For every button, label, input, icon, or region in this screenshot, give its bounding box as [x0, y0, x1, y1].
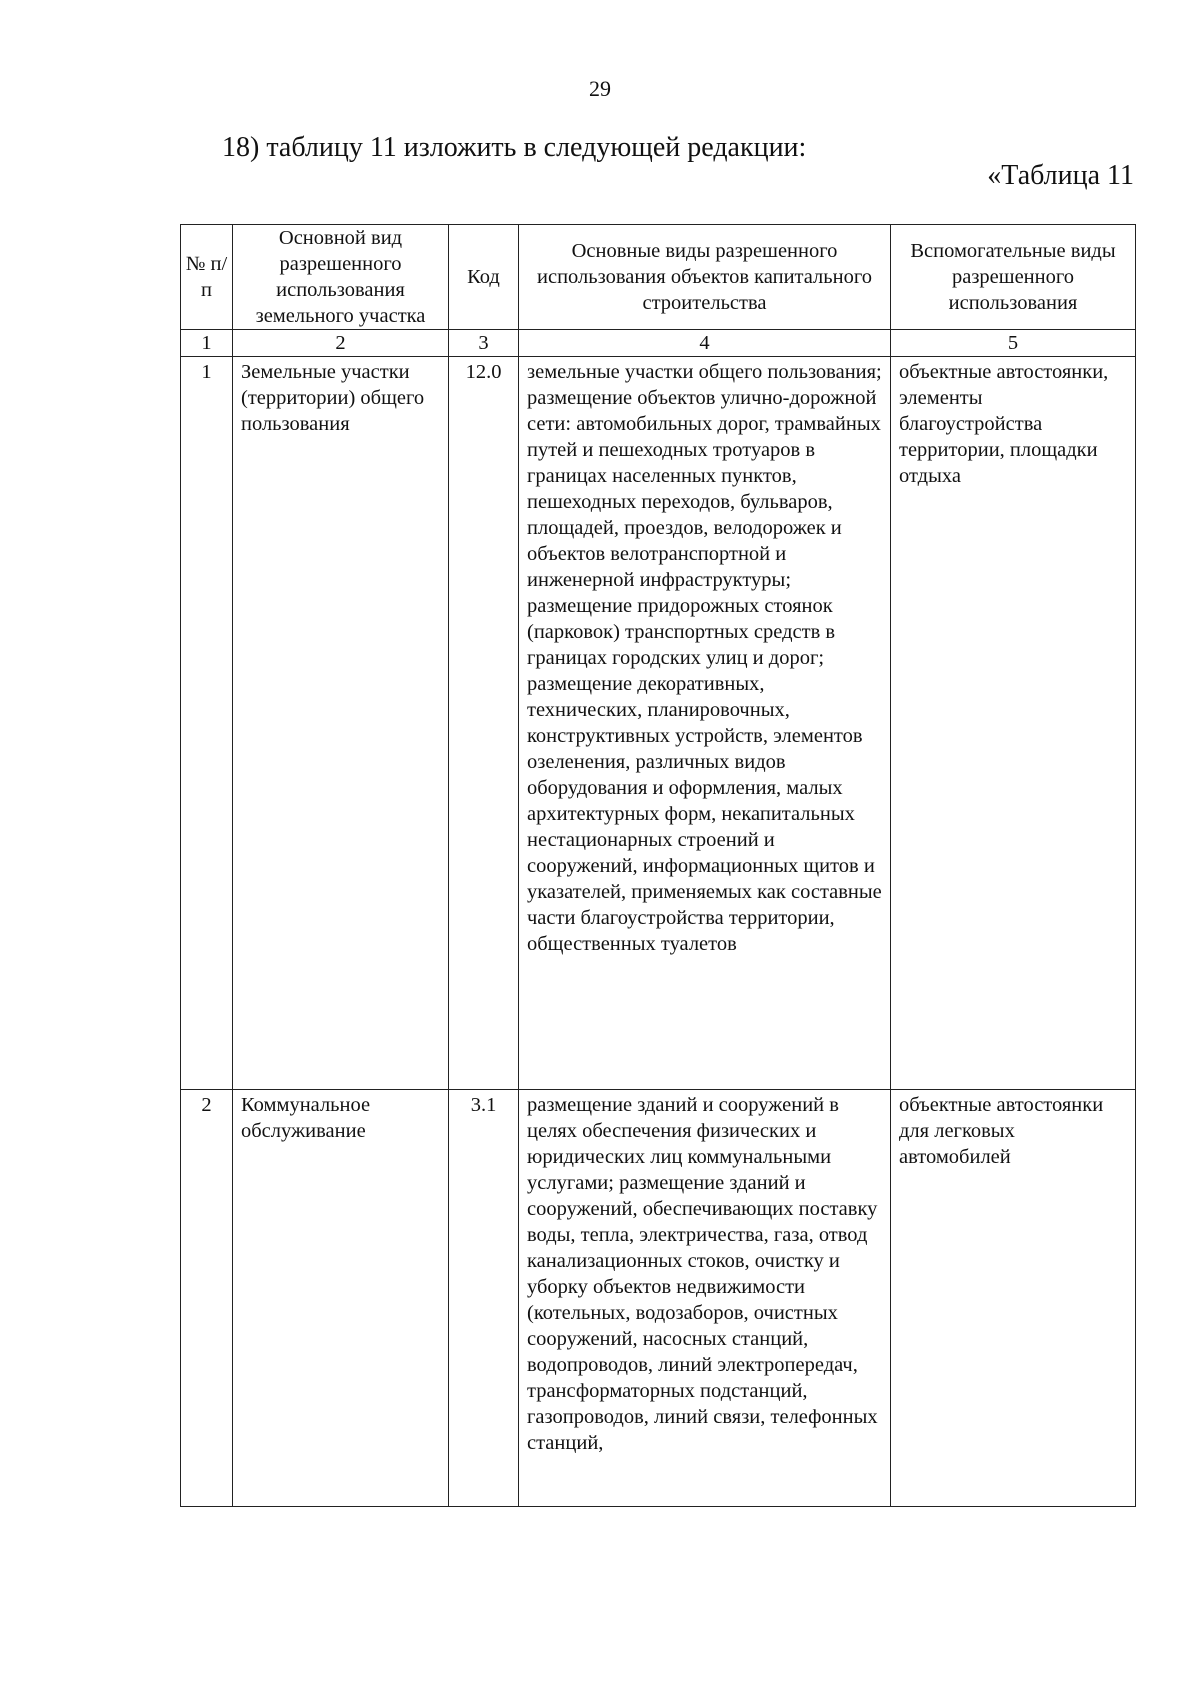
- header-main-uses: Основные виды разрешенного использования объектов капитального строительства: [519, 225, 891, 330]
- header-land-use-kind: Основной вид разрешенного использования земельного участка: [233, 225, 449, 330]
- table-caption: «Таблица 11: [987, 160, 1134, 191]
- table-header-row: [181, 225, 1136, 330]
- intro-text: 18) таблицу 11 изложить в следующей редакции:: [222, 132, 807, 163]
- row-land-use-kind: Коммунальное обслуживание: [233, 1090, 449, 1507]
- row-main-uses: земельные участки общего пользования; размещение объектов улично-дорожной сети: автомобильных дорог, трамвайных путей и пешеходных тротуаров в границах населенных пунктов, пешеходных переходов, бульваров, площадей, проездов, велодорожек и объектов велотранспортной и инженерной инфраструктуры; размещение придорожных стоянок (парковок) транспортных средств в границах городских улиц и дорог; размещение декоративных, технических, планировочных, конструктивных устройств, элементов озеленения, различных видов оборудования и оформления, малых архитектурных форм, некапитальных нестационарных строений и сооружений, информационных щитов и указателей, применяемых как составные части благоустройства территории, общественных туалетов: [519, 357, 891, 1090]
- header-code: Код: [449, 225, 519, 330]
- land-use-table: [180, 224, 1136, 1507]
- table-row: [181, 357, 1136, 1090]
- page-number: 29: [589, 76, 611, 101]
- header-auxiliary-uses: Вспомогательные виды разрешенного использования: [891, 225, 1136, 330]
- row-num: 2: [181, 1090, 233, 1507]
- column-number: 1: [181, 330, 233, 357]
- row-code: 12.0: [449, 357, 519, 1090]
- row-auxiliary-uses: объектные автостоянки для легковых автомобилей: [891, 1090, 1136, 1507]
- row-main-uses: размещение зданий и сооружений в целях обеспечения физических и юридических лиц коммунальными услугами; размещение зданий и сооружений, обеспечивающих поставку воды, тепла, электричества, газа, отвод канализационных стоков, очистку и уборку объектов недвижимости (котельных, водозаборов, очистных сооружений, насосных станций, водопроводов, линий электропередач, трансформаторных подстанций, газопроводов, линий связи, телефонных станций,: [519, 1090, 891, 1507]
- row-code: 3.1: [449, 1090, 519, 1507]
- row-land-use-kind: Земельные участки (территории) общего пользования: [233, 357, 449, 1090]
- column-number: 3: [449, 330, 519, 357]
- row-auxiliary-uses: объектные автостоянки, элементы благоустройства территории, площадки отдыха: [891, 357, 1136, 1090]
- header-num: № п/п: [181, 225, 233, 330]
- column-number: 5: [891, 330, 1136, 357]
- column-number: 4: [519, 330, 891, 357]
- table-row: [181, 1090, 1136, 1507]
- row-num: 1: [181, 357, 233, 1090]
- column-number-row: [181, 330, 1136, 357]
- column-number: 2: [233, 330, 449, 357]
